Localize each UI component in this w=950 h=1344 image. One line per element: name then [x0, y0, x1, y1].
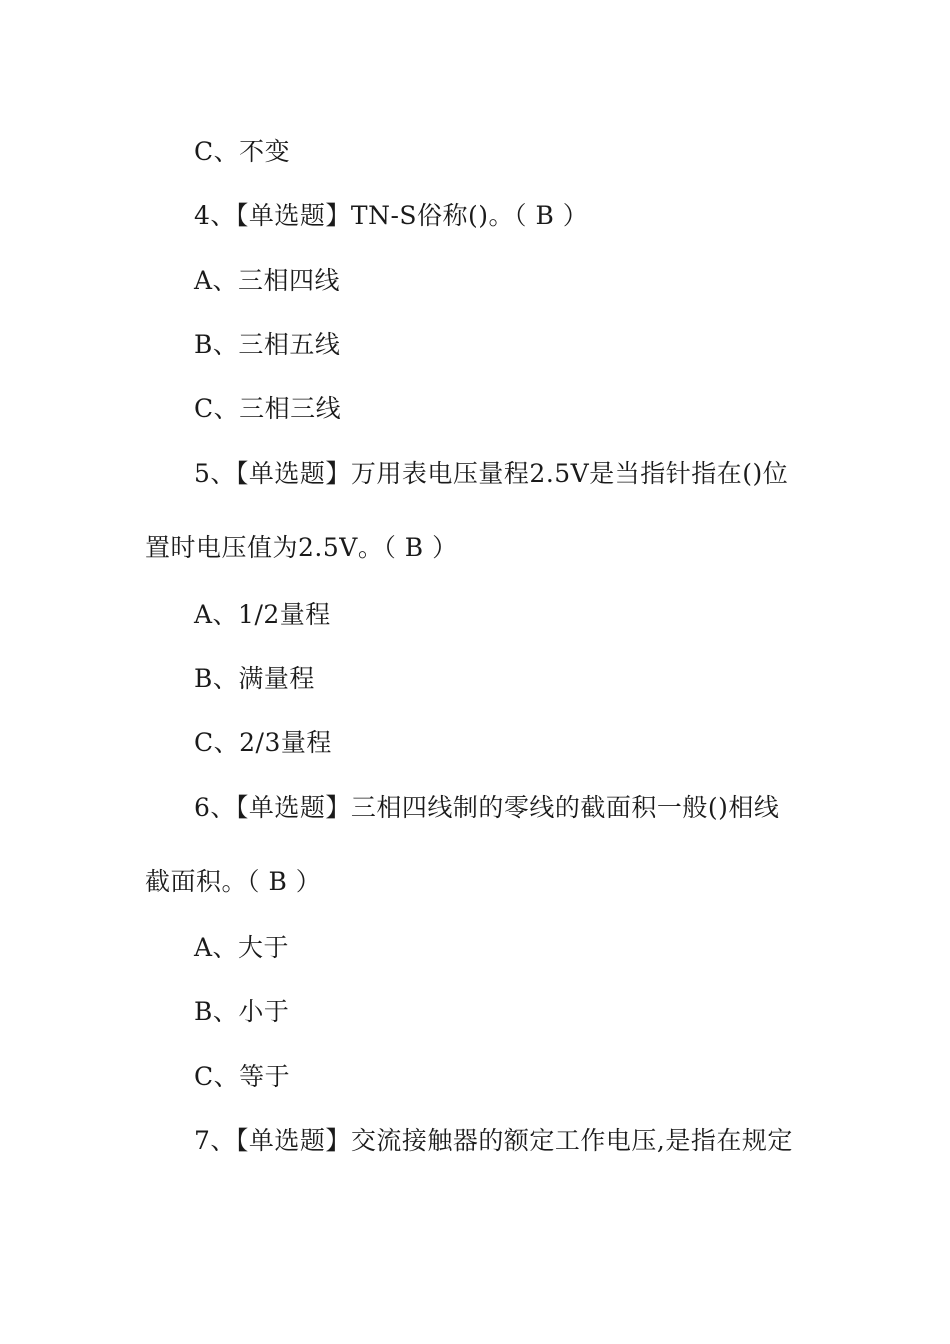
option-6b: B、小于	[194, 997, 290, 1026]
option-3c: C、不变	[194, 137, 291, 166]
option-5b: B、满量程	[194, 664, 315, 693]
question-7-line-1: 7、【单选题】交流接触器的额定工作电压,是指在规定	[194, 1126, 793, 1155]
option-4a: A、三相四线	[194, 266, 341, 295]
question-6-line-1: 6、【单选题】三相四线制的零线的截面积一般()相线	[194, 793, 780, 822]
option-5c: C、2/3量程	[194, 728, 332, 757]
option-5a: A、1/2量程	[194, 600, 331, 629]
question-6-line-2: 截面积。（ B ）	[145, 867, 322, 896]
question-4: 4、【单选题】TN-S俗称()。（ B ）	[194, 201, 589, 230]
option-6a: A、大于	[194, 933, 290, 962]
option-6c: C、等于	[194, 1062, 291, 1091]
question-5-line-2: 置时电压值为2.5V。（ B ）	[145, 533, 458, 562]
option-4b: B、三相五线	[194, 330, 341, 359]
option-4c: C、三相三线	[194, 394, 342, 423]
question-5-line-1: 5、【单选题】万用表电压量程2.5V是当指针指在()位	[194, 459, 789, 488]
